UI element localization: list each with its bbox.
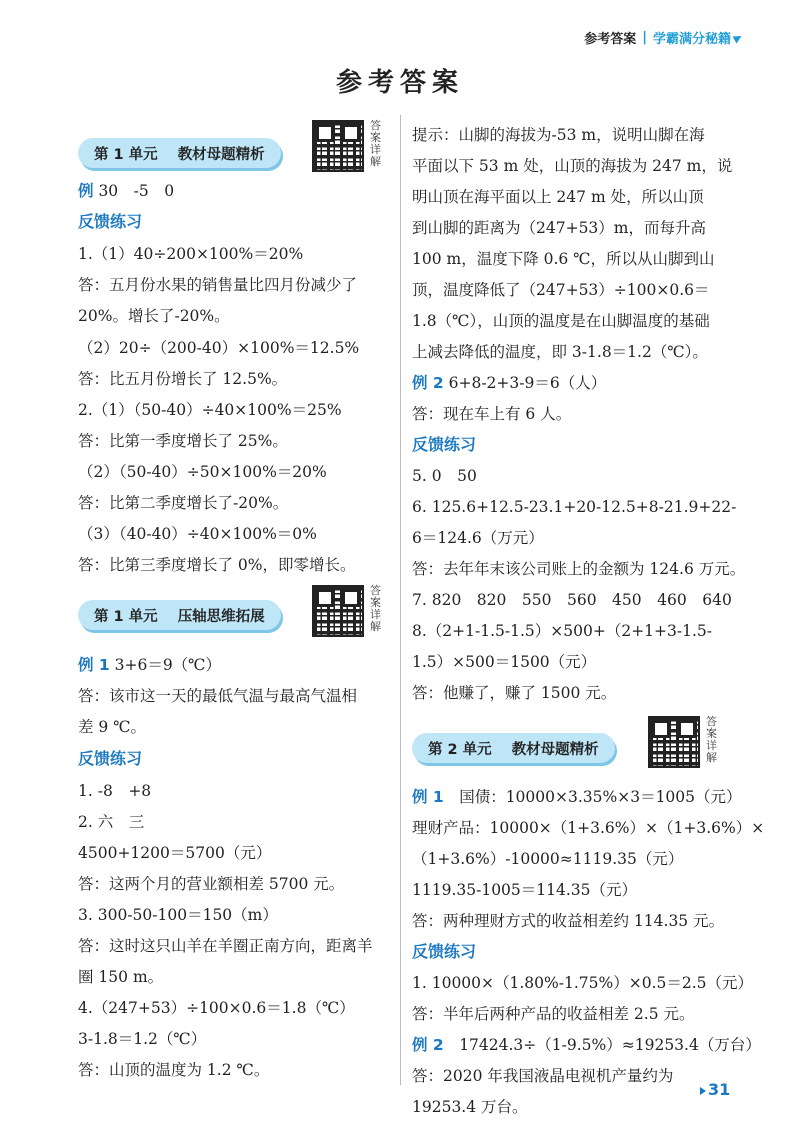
example-text: 3+6＝9（℃） bbox=[109, 656, 222, 674]
example-text: 30 -5 0 bbox=[93, 182, 175, 200]
answer-line: 答：比五月份增长了 12.5%。 bbox=[78, 370, 288, 388]
hint-line: 1.8（℃），山顶的温度是在山脚温度的基础 bbox=[412, 312, 710, 330]
answer-line: 4500+1200＝5700（元） bbox=[78, 844, 272, 862]
answer-line: 1119.35-1005＝114.35（元） bbox=[412, 881, 638, 899]
answer-line: 答：去年年末该公司账上的金额为 124.6 万元。 bbox=[412, 560, 746, 578]
qr-code-icon[interactable] bbox=[312, 120, 364, 172]
answer-line: 8.（2+1-1.5-1.5）×500+（2+1+3-1.5- bbox=[412, 622, 713, 640]
section-name: 教材母题精析 bbox=[177, 146, 265, 163]
section-unit: 第 1 单元 bbox=[94, 146, 158, 163]
section-unit: 第 2 单元 bbox=[428, 741, 492, 758]
example-text: 6+8-2+3-9＝6（人） bbox=[443, 374, 607, 392]
column-divider bbox=[400, 115, 401, 1085]
page-header bbox=[584, 28, 742, 47]
hint-line: 平面以下 53 m 处，山顶的海拔为 247 m，说 bbox=[412, 157, 733, 175]
hint-line: 上减去降低的温度，即 3-1.8＝1.2（℃）。 bbox=[412, 343, 708, 361]
example-label: 例 1 bbox=[78, 656, 110, 674]
qr-caption: 答案详解 bbox=[370, 584, 381, 633]
hint-line: 到山脚的距离为（247+53）m，而每升高 bbox=[412, 219, 706, 237]
answer-line: 答：现在车上有 6 人。 bbox=[412, 405, 572, 423]
section-banner-unit1-extension bbox=[78, 600, 281, 630]
answer-line: 6. 125.6+12.5-23.1+20-12.5+8-21.9+22- bbox=[412, 498, 737, 516]
answer-line: 20%。增长了-20%。 bbox=[78, 307, 230, 325]
hint-line: 顶，温度降低了（247+53）÷100×0.6＝ bbox=[412, 281, 710, 299]
answer-line: 3-1.8＝1.2（℃） bbox=[78, 1030, 207, 1048]
example-text: 17424.3÷（1-9.5%）≈19253.4（万台） bbox=[443, 1036, 761, 1054]
answer-line: 7. 820 820 550 560 450 460 640 bbox=[412, 591, 732, 609]
triangle-icon bbox=[700, 1087, 706, 1095]
answer-line: （1+3.6%）-10000≈1119.35（元） bbox=[412, 850, 684, 868]
example-label: 例 bbox=[78, 182, 94, 200]
header-left: 参考答案 bbox=[584, 32, 637, 47]
answer-line: 2.（1）（50-40）÷40×100%＝25% bbox=[78, 401, 342, 419]
section-banner-unit1-textbook bbox=[78, 138, 281, 168]
answer-line: （3）（40-40）÷40×100%＝0% bbox=[78, 525, 317, 543]
answer-line: 2. 六 三 bbox=[78, 813, 145, 831]
answer-line: 1. -8 +8 bbox=[78, 782, 152, 800]
answer-line: 3. 300-50-100＝150（m） bbox=[78, 906, 278, 924]
answer-line: 答：比第二季度增长了-20%。 bbox=[78, 494, 289, 512]
qr-code-icon[interactable] bbox=[648, 716, 700, 768]
answer-line: 答：半年后两种产品的收益相差 2.5 元。 bbox=[412, 1005, 695, 1023]
example-line bbox=[412, 373, 606, 393]
qr-caption: 答案详解 bbox=[370, 119, 381, 168]
answer-line: 6＝124.6（万元） bbox=[412, 529, 544, 547]
feedback-heading: 反馈练习 bbox=[78, 212, 143, 231]
example-label: 例 2 bbox=[412, 1036, 444, 1054]
page-number: 31 bbox=[700, 1080, 730, 1099]
example-label: 例 2 bbox=[412, 374, 444, 392]
answer-line: 1.（1）40÷200×100%＝20% bbox=[78, 245, 304, 263]
answer-line: 答：比第一季度增长了 25%。 bbox=[78, 432, 288, 450]
hint-line: 100 m，温度下降 0.6 ℃，所以从山脚到山 bbox=[412, 250, 715, 268]
qr-caption: 答案详解 bbox=[706, 715, 717, 764]
answer-line: 答：这时这只山羊在羊圈正南方向，距离羊 bbox=[78, 937, 373, 955]
answer-line: 答：五月份水果的销售量比四月份减少了 bbox=[78, 276, 358, 294]
feedback-heading: 反馈练习 bbox=[412, 942, 477, 961]
header-right: 学霸满分秘籍 bbox=[652, 32, 731, 47]
example-line bbox=[78, 655, 221, 675]
header-separator: | bbox=[642, 30, 647, 45]
section-name: 压轴思维拓展 bbox=[177, 608, 265, 625]
answer-line: 答：比第三季度增长了 0%，即零增长。 bbox=[78, 556, 356, 574]
answer-line: 1. 10000×（1.80%-1.75%）×0.5＝2.5（元） bbox=[412, 974, 754, 992]
answer-line: 1.5）×500＝1500（元） bbox=[412, 653, 597, 671]
answer-line: （2）（50-40）÷50×100%＝20% bbox=[78, 463, 327, 481]
feedback-heading: 反馈练习 bbox=[78, 749, 143, 768]
answer-line: 4.（247+53）÷100×0.6＝1.8（℃） bbox=[78, 999, 355, 1017]
example-line bbox=[412, 787, 742, 807]
answer-line: 答：两种理财方式的收益相差约 114.35 元。 bbox=[412, 912, 725, 930]
answer-line: 答：2020 年我国液晶电视机产量约为 bbox=[412, 1067, 674, 1085]
section-name: 教材母题精析 bbox=[511, 741, 599, 758]
answer-line: （2）20÷（200-40）×100%＝12.5% bbox=[78, 339, 360, 357]
bird-icon bbox=[733, 32, 744, 43]
hint-line: 明山顶在海平面以上 247 m 处，所以山顶 bbox=[412, 188, 704, 206]
answer-line: 答：山顶的温度为 1.2 ℃。 bbox=[78, 1061, 270, 1079]
hint-line: 提示：山脚的海拔为-53 m，说明山脚在海 bbox=[412, 126, 705, 144]
example-label: 例 1 bbox=[412, 788, 444, 806]
answer-line: 答：这两个月的营业额相差 5700 元。 bbox=[78, 875, 345, 893]
example-line bbox=[78, 181, 174, 201]
example-line bbox=[412, 1035, 761, 1055]
answer-line: 差 9 ℃。 bbox=[78, 718, 147, 736]
answer-line: 理财产品：10000×（1+3.6%）×（1+3.6%）× bbox=[412, 819, 765, 837]
feedback-heading: 反馈练习 bbox=[412, 435, 477, 454]
qr-code-icon[interactable] bbox=[312, 585, 364, 637]
section-unit: 第 1 单元 bbox=[94, 608, 158, 625]
page-title: 参考答案 bbox=[335, 68, 464, 98]
section-banner-unit2-textbook bbox=[412, 733, 615, 763]
answer-line: 19253.4 万台。 bbox=[412, 1098, 528, 1116]
example-text: 国债：10000×3.35%×3＝1005（元） bbox=[443, 788, 742, 806]
answer-line: 答：他赚了，赚了 1500 元。 bbox=[412, 684, 617, 702]
answer-line: 5. 0 50 bbox=[412, 467, 477, 485]
answer-line: 答：该市这一天的最低气温与最高气温相 bbox=[78, 687, 358, 705]
answer-line: 圈 150 m。 bbox=[78, 968, 164, 986]
